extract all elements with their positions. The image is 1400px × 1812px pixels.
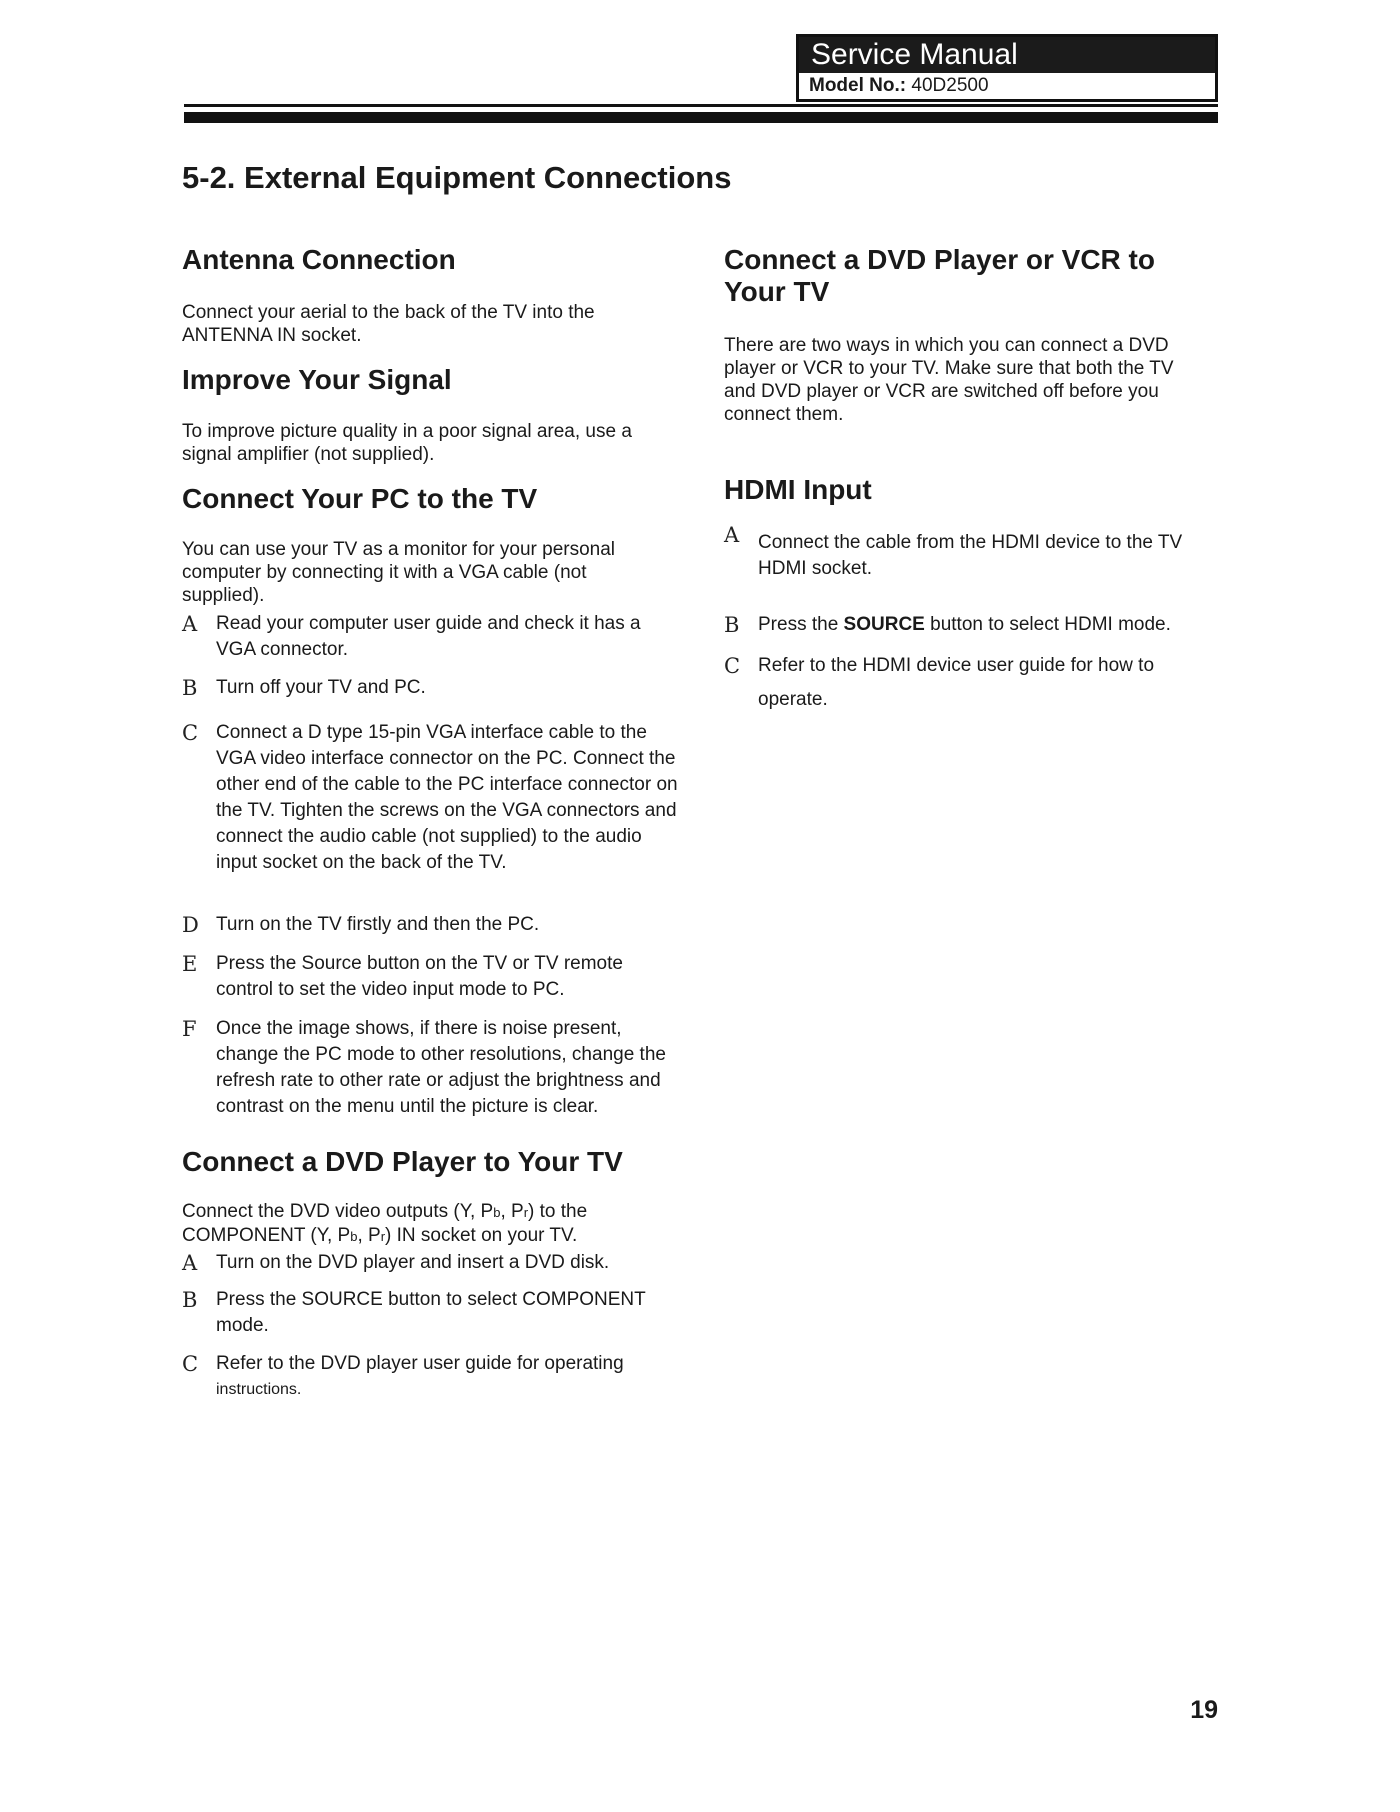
step-marker: C bbox=[182, 721, 199, 745]
step-text: Press the Source button on the TV or TV remote control to set the video input mode to PC. bbox=[216, 953, 623, 1000]
source-keyword: SOURCE bbox=[843, 614, 925, 635]
step-text: Once the image shows, if there is noise present, change the PC mode to other resolutions, change the refresh rate to other rate or adjust the brightness and contrast on the menu until the picture is clear. bbox=[216, 1018, 666, 1117]
dvd-step-c bbox=[182, 1351, 682, 1403]
model-value: 40D2500 bbox=[911, 75, 989, 96]
heading-antenna: Antenna Connection bbox=[182, 244, 456, 275]
heading-hdmi: HDMI Input bbox=[724, 474, 872, 505]
subscript: r bbox=[380, 1229, 386, 1244]
model-number bbox=[799, 73, 1215, 99]
antenna-text: Connect your aerial to the back of the TV into the ANTENNA IN socket. bbox=[182, 302, 595, 346]
dvd-text bbox=[182, 1200, 682, 1248]
heading-dvd-vcr: Connect a DVD Player or VCR to Your TV bbox=[724, 244, 1155, 307]
step-marker: C bbox=[182, 1352, 199, 1376]
step-text: Press the SOURCE button to select COMPONENT mode. bbox=[216, 1289, 646, 1336]
step-marker: B bbox=[182, 1288, 198, 1312]
step-marker: A bbox=[182, 612, 198, 636]
header-rule-thick bbox=[184, 112, 1218, 123]
dvd-text-part: Connect the DVD video outputs (Y, P bbox=[182, 1201, 494, 1222]
header-rule-thin bbox=[184, 104, 1218, 107]
dvd-text-part: , P bbox=[357, 1225, 381, 1246]
step-marker: A bbox=[182, 1251, 198, 1275]
heading-pc: Connect Your PC to the TV bbox=[182, 483, 538, 514]
dvd-step-b bbox=[182, 1287, 672, 1339]
step-text: Connect a D type 15-pin VGA interface cable to the VGA video interface connector on the PC. Connect the other end of the cable to the PC interface connector on the TV. Tighten the screws on the VGA connectors and connect the audio cable (not supplied) to the audio input socket on the back of the TV. bbox=[216, 722, 678, 873]
pc-step-d bbox=[182, 912, 682, 938]
heading-dvd: Connect a DVD Player to Your TV bbox=[182, 1146, 623, 1177]
hdmi-step-c bbox=[724, 649, 1194, 717]
pc-step-f bbox=[182, 1016, 682, 1120]
step-marker: F bbox=[182, 1017, 197, 1041]
step-marker: B bbox=[182, 676, 198, 700]
subscript: r bbox=[523, 1205, 529, 1220]
step-text: Turn on the TV firstly and then the PC. bbox=[216, 914, 540, 935]
dvd-step-a bbox=[182, 1250, 682, 1276]
step-text: Refer to the DVD player user guide for operating bbox=[216, 1353, 624, 1374]
pc-text: You can use your TV as a monitor for your personal computer by connecting it with a VGA cable (not supplied). bbox=[182, 539, 616, 606]
step-text-part: button to select HDMI mode. bbox=[924, 614, 1171, 635]
subscript: b bbox=[493, 1205, 501, 1220]
dvd-vcr-text: There are two ways in which you can connect a DVD player or VCR to your TV. Make sure that both the TV and DVD player or VCR are switched off before you connect them. bbox=[724, 335, 1174, 425]
header-box bbox=[796, 34, 1218, 102]
section-title: 5-2. External Equipment Connections bbox=[182, 160, 732, 195]
dvd-text-part: , P bbox=[500, 1201, 524, 1222]
manual-title: Service Manual bbox=[799, 37, 1215, 73]
page-number: 19 bbox=[1190, 1696, 1218, 1724]
step-text: Connect the cable from the HDMI device to the TV HDMI socket. bbox=[758, 532, 1183, 579]
step-text: Turn on the DVD player and insert a DVD disk. bbox=[216, 1252, 610, 1273]
step-marker: B bbox=[724, 613, 740, 637]
hdmi-step-a bbox=[724, 523, 1214, 582]
heading-signal: Improve Your Signal bbox=[182, 364, 452, 395]
pc-step-c bbox=[182, 720, 682, 876]
signal-text: To improve picture quality in a poor signal area, use a signal amplifier (not supplied). bbox=[182, 421, 632, 465]
hdmi-step-b bbox=[724, 612, 1214, 638]
subscript: b bbox=[350, 1229, 358, 1244]
step-text: Turn off your TV and PC. bbox=[216, 677, 426, 698]
step-marker: D bbox=[182, 913, 199, 937]
pc-step-e bbox=[182, 951, 672, 1003]
step-marker: C bbox=[724, 654, 741, 678]
step-text-small: instructions. bbox=[216, 1381, 302, 1398]
dvd-text-part: ) IN socket on your TV. bbox=[385, 1225, 578, 1246]
pc-step-a bbox=[182, 611, 682, 663]
step-text: Read your computer user guide and check it has a VGA connector. bbox=[216, 613, 641, 660]
step-marker: A bbox=[724, 523, 740, 547]
dvd-text-part: ) to the bbox=[528, 1201, 588, 1222]
model-label: Model No.: bbox=[809, 75, 907, 96]
step-text: Refer to the HDMI device user guide for how to operate. bbox=[758, 655, 1155, 710]
step-marker: E bbox=[182, 952, 198, 976]
step-text-part: Press the bbox=[758, 614, 844, 635]
dvd-text-part: COMPONENT (Y, P bbox=[182, 1225, 351, 1246]
step-text bbox=[758, 612, 1214, 638]
pc-step-b bbox=[182, 675, 682, 701]
